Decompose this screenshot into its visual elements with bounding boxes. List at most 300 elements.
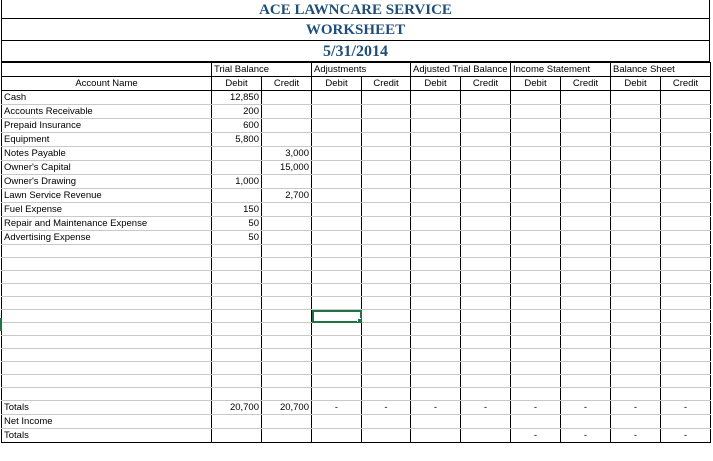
worksheet-cell[interactable]: [411, 161, 461, 175]
worksheet-cell[interactable]: [262, 336, 312, 349]
worksheet-cell[interactable]: [411, 189, 461, 203]
worksheet-cell[interactable]: [262, 245, 312, 258]
trial-balance-credit-cell[interactable]: [262, 119, 312, 133]
worksheet-cell[interactable]: [362, 189, 411, 203]
worksheet-cell[interactable]: [461, 175, 511, 189]
account-name-cell[interactable]: Repair and Maintenance Expense: [2, 217, 212, 231]
trial-balance-debit-cell[interactable]: [212, 189, 262, 203]
worksheet-cell[interactable]: [312, 91, 362, 105]
worksheet-cell[interactable]: [611, 105, 661, 119]
worksheet-cell[interactable]: [2, 284, 212, 297]
worksheet-cell[interactable]: [561, 203, 611, 217]
worksheet-cell[interactable]: [212, 284, 262, 297]
final-totals-value[interactable]: [262, 429, 312, 443]
worksheet-cell[interactable]: [561, 189, 611, 203]
worksheet-cell[interactable]: [362, 175, 411, 189]
totals-value[interactable]: -: [461, 401, 511, 415]
worksheet-cell[interactable]: [511, 231, 561, 245]
worksheet-date[interactable]: 5/31/2014: [1, 41, 710, 62]
worksheet-cell[interactable]: [461, 284, 511, 297]
worksheet-cell[interactable]: [362, 375, 411, 388]
account-name-cell[interactable]: Notes Payable: [2, 147, 212, 161]
worksheet-cell[interactable]: [611, 388, 661, 401]
account-name-cell[interactable]: Lawn Service Revenue: [2, 189, 212, 203]
worksheet-cell[interactable]: [611, 175, 661, 189]
worksheet-cell[interactable]: [661, 349, 711, 362]
trial-balance-debit-cell[interactable]: 12,850: [212, 91, 262, 105]
worksheet-cell[interactable]: [362, 271, 411, 284]
net-income-value[interactable]: [312, 415, 362, 429]
worksheet-cell[interactable]: [511, 349, 561, 362]
worksheet-cell[interactable]: [611, 349, 661, 362]
worksheet-cell[interactable]: [312, 147, 362, 161]
worksheet-cell[interactable]: [362, 231, 411, 245]
worksheet-cell[interactable]: [561, 133, 611, 147]
account-name-header[interactable]: Account Name: [2, 77, 212, 91]
worksheet-cell[interactable]: [312, 203, 362, 217]
worksheet-cell[interactable]: [561, 147, 611, 161]
worksheet-cell[interactable]: [561, 362, 611, 375]
final-totals-value[interactable]: [362, 429, 411, 443]
worksheet-cell[interactable]: [611, 271, 661, 284]
worksheet-cell[interactable]: [262, 375, 312, 388]
worksheet-cell[interactable]: [411, 217, 461, 231]
worksheet-cell[interactable]: [661, 271, 711, 284]
worksheet-cell[interactable]: [411, 245, 461, 258]
worksheet-cell[interactable]: [461, 323, 511, 336]
worksheet-cell[interactable]: [611, 161, 661, 175]
worksheet-cell[interactable]: [362, 310, 411, 323]
worksheet-cell[interactable]: [411, 388, 461, 401]
worksheet-cell[interactable]: [461, 189, 511, 203]
worksheet-cell[interactable]: [461, 349, 511, 362]
worksheet-cell[interactable]: [611, 362, 661, 375]
worksheet-cell[interactable]: [312, 161, 362, 175]
company-name[interactable]: ACE LAWNCARE SERVICE: [1, 0, 710, 19]
worksheet-cell[interactable]: [362, 147, 411, 161]
final-totals-value[interactable]: [461, 429, 511, 443]
worksheet-cell[interactable]: [262, 323, 312, 336]
worksheet-cell[interactable]: [312, 323, 362, 336]
worksheet-cell[interactable]: [212, 310, 262, 323]
trial-balance-credit-cell[interactable]: [262, 175, 312, 189]
worksheet-cell[interactable]: [461, 231, 511, 245]
worksheet-cell[interactable]: [661, 119, 711, 133]
worksheet-cell[interactable]: [411, 271, 461, 284]
final-totals-value[interactable]: -: [661, 429, 711, 443]
column-group-header[interactable]: Balance Sheet: [611, 63, 711, 77]
worksheet-cell[interactable]: [511, 362, 561, 375]
worksheet-cell[interactable]: [212, 349, 262, 362]
worksheet-cell[interactable]: [2, 271, 212, 284]
worksheet-cell[interactable]: [511, 161, 561, 175]
account-name-cell[interactable]: Fuel Expense: [2, 203, 212, 217]
worksheet-cell[interactable]: [661, 161, 711, 175]
worksheet-cell[interactable]: [561, 231, 611, 245]
trial-balance-credit-cell[interactable]: [262, 217, 312, 231]
worksheet-cell[interactable]: [2, 375, 212, 388]
worksheet-cell[interactable]: [312, 336, 362, 349]
worksheet-cell[interactable]: [611, 375, 661, 388]
worksheet-cell[interactable]: [461, 203, 511, 217]
worksheet-cell[interactable]: [2, 297, 212, 310]
credit-header[interactable]: Credit: [362, 77, 411, 91]
worksheet-cell[interactable]: [611, 258, 661, 271]
worksheet-cell[interactable]: [411, 105, 461, 119]
worksheet-cell[interactable]: [661, 105, 711, 119]
worksheet-cell[interactable]: [511, 271, 561, 284]
worksheet-cell[interactable]: [362, 362, 411, 375]
worksheet-cell[interactable]: [262, 297, 312, 310]
worksheet-cell[interactable]: [312, 231, 362, 245]
worksheet-title[interactable]: WORKSHEET: [1, 19, 710, 41]
worksheet-cell[interactable]: [461, 258, 511, 271]
account-name-cell[interactable]: Equipment: [2, 133, 212, 147]
totals-value[interactable]: -: [611, 401, 661, 415]
worksheet-cell[interactable]: [461, 310, 511, 323]
trial-balance-debit-cell[interactable]: 150: [212, 203, 262, 217]
worksheet-cell[interactable]: [262, 310, 312, 323]
totals-label[interactable]: Totals: [2, 401, 212, 415]
totals-value[interactable]: -: [312, 401, 362, 415]
worksheet-cell[interactable]: [362, 388, 411, 401]
worksheet-cell[interactable]: [461, 336, 511, 349]
worksheet-cell[interactable]: [611, 231, 661, 245]
worksheet-cell[interactable]: [611, 336, 661, 349]
worksheet-cell[interactable]: [561, 336, 611, 349]
account-name-cell[interactable]: Advertising Expense: [2, 231, 212, 245]
trial-balance-credit-cell[interactable]: 2,700: [262, 189, 312, 203]
worksheet-cell[interactable]: [561, 245, 611, 258]
worksheet-cell[interactable]: [461, 297, 511, 310]
account-name-cell[interactable]: Owner's Drawing: [2, 175, 212, 189]
account-header-blank[interactable]: [2, 63, 212, 77]
trial-balance-credit-cell[interactable]: [262, 91, 312, 105]
totals-value[interactable]: 20,700: [212, 401, 262, 415]
worksheet-cell[interactable]: [461, 362, 511, 375]
worksheet-cell[interactable]: [511, 323, 561, 336]
worksheet-cell[interactable]: [611, 245, 661, 258]
worksheet-cell[interactable]: [561, 161, 611, 175]
worksheet-cell[interactable]: [411, 133, 461, 147]
worksheet-cell[interactable]: [312, 189, 362, 203]
worksheet-cell[interactable]: [461, 161, 511, 175]
worksheet-cell[interactable]: [411, 119, 461, 133]
worksheet-cell[interactable]: [511, 203, 561, 217]
worksheet-cell[interactable]: [561, 91, 611, 105]
final-totals-value[interactable]: -: [561, 429, 611, 443]
worksheet-cell[interactable]: [312, 217, 362, 231]
worksheet-cell[interactable]: [362, 105, 411, 119]
worksheet-cell[interactable]: [2, 258, 212, 271]
account-name-cell[interactable]: Prepaid Insurance: [2, 119, 212, 133]
column-group-header[interactable]: Adjusted Trial Balance: [411, 63, 511, 77]
trial-balance-credit-cell[interactable]: [262, 203, 312, 217]
worksheet-cell[interactable]: [561, 217, 611, 231]
net-income-value[interactable]: [661, 415, 711, 429]
worksheet-cell[interactable]: [411, 91, 461, 105]
worksheet-cell[interactable]: [461, 105, 511, 119]
worksheet-cell[interactable]: [661, 147, 711, 161]
worksheet-cell[interactable]: [262, 284, 312, 297]
worksheet-cell[interactable]: [411, 258, 461, 271]
debit-header[interactable]: Debit: [312, 77, 362, 91]
final-totals-value[interactable]: [312, 429, 362, 443]
worksheet-cell[interactable]: [661, 133, 711, 147]
worksheet-cell[interactable]: [461, 388, 511, 401]
worksheet-cell[interactable]: [2, 362, 212, 375]
worksheet-cell[interactable]: [262, 388, 312, 401]
trial-balance-credit-cell[interactable]: [262, 231, 312, 245]
worksheet-cell[interactable]: [611, 310, 661, 323]
worksheet-cell[interactable]: [411, 284, 461, 297]
totals-value[interactable]: -: [362, 401, 411, 415]
worksheet-cell[interactable]: [611, 133, 661, 147]
account-name-cell[interactable]: Owner's Capital: [2, 161, 212, 175]
worksheet-cell[interactable]: [561, 388, 611, 401]
worksheet-cell[interactable]: [661, 375, 711, 388]
final-totals-value[interactable]: -: [611, 429, 661, 443]
worksheet-cell[interactable]: [611, 119, 661, 133]
worksheet-cell[interactable]: [661, 203, 711, 217]
worksheet-cell[interactable]: [312, 297, 362, 310]
net-income-value[interactable]: [411, 415, 461, 429]
worksheet-cell[interactable]: [561, 297, 611, 310]
worksheet-cell[interactable]: [411, 175, 461, 189]
worksheet-cell[interactable]: [561, 175, 611, 189]
worksheet-cell[interactable]: [411, 297, 461, 310]
column-group-header[interactable]: Adjustments: [312, 63, 411, 77]
worksheet-cell[interactable]: [312, 284, 362, 297]
credit-header[interactable]: Credit: [561, 77, 611, 91]
trial-balance-debit-cell[interactable]: [212, 161, 262, 175]
worksheet-cell[interactable]: [411, 375, 461, 388]
totals-value[interactable]: 20,700: [262, 401, 312, 415]
worksheet-cell[interactable]: [461, 133, 511, 147]
worksheet-cell[interactable]: [511, 375, 561, 388]
net-income-value[interactable]: [611, 415, 661, 429]
column-group-header[interactable]: Income Statement: [511, 63, 611, 77]
worksheet-cell[interactable]: [212, 323, 262, 336]
worksheet-cell[interactable]: [661, 388, 711, 401]
worksheet-cell[interactable]: [362, 217, 411, 231]
credit-header[interactable]: Credit: [461, 77, 511, 91]
worksheet-cell[interactable]: [411, 231, 461, 245]
worksheet-cell[interactable]: [212, 375, 262, 388]
worksheet-cell[interactable]: [511, 310, 561, 323]
credit-header[interactable]: Credit: [661, 77, 711, 91]
final-totals-label[interactable]: Totals: [2, 429, 212, 443]
worksheet-cell[interactable]: [312, 349, 362, 362]
worksheet-cell[interactable]: [312, 271, 362, 284]
net-income-value[interactable]: [511, 415, 561, 429]
worksheet-cell[interactable]: [661, 310, 711, 323]
worksheet-cell[interactable]: [362, 91, 411, 105]
worksheet-cell[interactable]: [2, 388, 212, 401]
worksheet-cell[interactable]: [661, 323, 711, 336]
worksheet-cell[interactable]: [362, 161, 411, 175]
worksheet-cell[interactable]: [262, 349, 312, 362]
worksheet-cell[interactable]: [561, 105, 611, 119]
worksheet-cell[interactable]: [561, 271, 611, 284]
worksheet-cell[interactable]: [611, 297, 661, 310]
worksheet-cell[interactable]: [411, 336, 461, 349]
worksheet-cell[interactable]: [362, 203, 411, 217]
trial-balance-debit-cell[interactable]: 600: [212, 119, 262, 133]
worksheet-cell[interactable]: [661, 231, 711, 245]
trial-balance-credit-cell[interactable]: 3,000: [262, 147, 312, 161]
worksheet-cell[interactable]: [661, 189, 711, 203]
worksheet-cell[interactable]: [511, 105, 561, 119]
worksheet-cell[interactable]: [411, 203, 461, 217]
worksheet-cell[interactable]: [611, 323, 661, 336]
worksheet-cell[interactable]: [511, 336, 561, 349]
worksheet-cell[interactable]: [511, 245, 561, 258]
worksheet-cell[interactable]: [561, 258, 611, 271]
worksheet-cell[interactable]: [312, 133, 362, 147]
worksheet-cell[interactable]: [312, 375, 362, 388]
net-income-value[interactable]: [561, 415, 611, 429]
worksheet-cell[interactable]: [212, 336, 262, 349]
trial-balance-debit-cell[interactable]: 5,800: [212, 133, 262, 147]
trial-balance-credit-cell[interactable]: 15,000: [262, 161, 312, 175]
worksheet-cell[interactable]: [2, 310, 212, 323]
worksheet-cell[interactable]: [2, 349, 212, 362]
worksheet-cell[interactable]: [362, 284, 411, 297]
worksheet-cell[interactable]: [362, 349, 411, 362]
worksheet-cell[interactable]: [2, 336, 212, 349]
net-income-label[interactable]: Net Income: [2, 415, 212, 429]
worksheet-cell[interactable]: [411, 349, 461, 362]
worksheet-cell[interactable]: [561, 375, 611, 388]
totals-value[interactable]: -: [411, 401, 461, 415]
worksheet-cell[interactable]: [461, 245, 511, 258]
trial-balance-debit-cell[interactable]: 50: [212, 217, 262, 231]
worksheet-cell[interactable]: [212, 388, 262, 401]
trial-balance-credit-cell[interactable]: [262, 133, 312, 147]
account-name-cell[interactable]: Accounts Receivable: [2, 105, 212, 119]
worksheet-cell[interactable]: [411, 310, 461, 323]
totals-value[interactable]: -: [661, 401, 711, 415]
worksheet-cell[interactable]: [411, 362, 461, 375]
worksheet-cell[interactable]: [212, 258, 262, 271]
worksheet-cell[interactable]: [262, 258, 312, 271]
worksheet-cell[interactable]: [511, 133, 561, 147]
worksheet-cell[interactable]: [461, 217, 511, 231]
worksheet-cell[interactable]: [561, 323, 611, 336]
worksheet-cell[interactable]: [511, 91, 561, 105]
worksheet-cell[interactable]: [362, 258, 411, 271]
final-totals-value[interactable]: [212, 429, 262, 443]
worksheet-cell[interactable]: [611, 284, 661, 297]
worksheet-cell[interactable]: [362, 245, 411, 258]
final-totals-value[interactable]: [411, 429, 461, 443]
worksheet-cell[interactable]: [661, 175, 711, 189]
worksheet-cell[interactable]: [611, 147, 661, 161]
worksheet-cell[interactable]: [312, 175, 362, 189]
worksheet-cell[interactable]: [362, 119, 411, 133]
credit-header[interactable]: Credit: [262, 77, 312, 91]
worksheet-cell[interactable]: [561, 349, 611, 362]
final-totals-value[interactable]: -: [511, 429, 561, 443]
worksheet-cell[interactable]: [661, 245, 711, 258]
debit-header[interactable]: Debit: [411, 77, 461, 91]
worksheet-cell[interactable]: [511, 189, 561, 203]
worksheet-cell[interactable]: [511, 284, 561, 297]
worksheet-cell[interactable]: [511, 297, 561, 310]
worksheet-cell[interactable]: [262, 271, 312, 284]
worksheet-cell[interactable]: [461, 119, 511, 133]
worksheet-cell[interactable]: [362, 297, 411, 310]
debit-header[interactable]: Debit: [611, 77, 661, 91]
debit-header[interactable]: Debit: [511, 77, 561, 91]
worksheet-cell[interactable]: [511, 388, 561, 401]
worksheet-cell[interactable]: [661, 284, 711, 297]
worksheet-cell[interactable]: [661, 297, 711, 310]
net-income-value[interactable]: [262, 415, 312, 429]
worksheet-cell[interactable]: [411, 147, 461, 161]
worksheet-cell[interactable]: [561, 119, 611, 133]
worksheet-cell[interactable]: [212, 271, 262, 284]
account-name-cell[interactable]: Cash: [2, 91, 212, 105]
net-income-value[interactable]: [362, 415, 411, 429]
worksheet-cell[interactable]: [561, 284, 611, 297]
worksheet-cell[interactable]: [262, 362, 312, 375]
worksheet-cell[interactable]: [2, 323, 212, 336]
trial-balance-debit-cell[interactable]: [212, 147, 262, 161]
worksheet-cell[interactable]: [611, 217, 661, 231]
worksheet-cell[interactable]: [661, 362, 711, 375]
worksheet-cell[interactable]: [312, 119, 362, 133]
worksheet-cell[interactable]: [362, 323, 411, 336]
totals-value[interactable]: -: [561, 401, 611, 415]
worksheet-cell[interactable]: [362, 133, 411, 147]
worksheet-cell[interactable]: [461, 375, 511, 388]
worksheet-cell[interactable]: [511, 258, 561, 271]
worksheet-cell[interactable]: [411, 323, 461, 336]
worksheet-cell[interactable]: [362, 336, 411, 349]
worksheet-cell[interactable]: [212, 362, 262, 375]
totals-value[interactable]: -: [511, 401, 561, 415]
worksheet-cell[interactable]: [212, 245, 262, 258]
trial-balance-debit-cell[interactable]: 200: [212, 105, 262, 119]
worksheet-cell[interactable]: [511, 175, 561, 189]
worksheet-cell[interactable]: [312, 258, 362, 271]
worksheet-cell[interactable]: [312, 388, 362, 401]
worksheet-cell[interactable]: [611, 203, 661, 217]
net-income-value[interactable]: [461, 415, 511, 429]
worksheet-cell[interactable]: [312, 245, 362, 258]
selected-cell[interactable]: [312, 310, 362, 323]
worksheet-cell[interactable]: [312, 105, 362, 119]
worksheet-cell[interactable]: [511, 119, 561, 133]
debit-header[interactable]: Debit: [212, 77, 262, 91]
trial-balance-credit-cell[interactable]: [262, 105, 312, 119]
trial-balance-debit-cell[interactable]: 50: [212, 231, 262, 245]
worksheet-cell[interactable]: [511, 147, 561, 161]
worksheet-cell[interactable]: [661, 336, 711, 349]
column-group-header[interactable]: Trial Balance: [212, 63, 312, 77]
net-income-value[interactable]: [212, 415, 262, 429]
worksheet-cell[interactable]: [461, 147, 511, 161]
worksheet-cell[interactable]: [611, 91, 661, 105]
worksheet-cell[interactable]: [661, 91, 711, 105]
worksheet-cell[interactable]: [511, 217, 561, 231]
worksheet-cell[interactable]: [661, 217, 711, 231]
worksheet-cell[interactable]: [212, 297, 262, 310]
worksheet-cell[interactable]: [2, 245, 212, 258]
worksheet-cell[interactable]: [312, 362, 362, 375]
